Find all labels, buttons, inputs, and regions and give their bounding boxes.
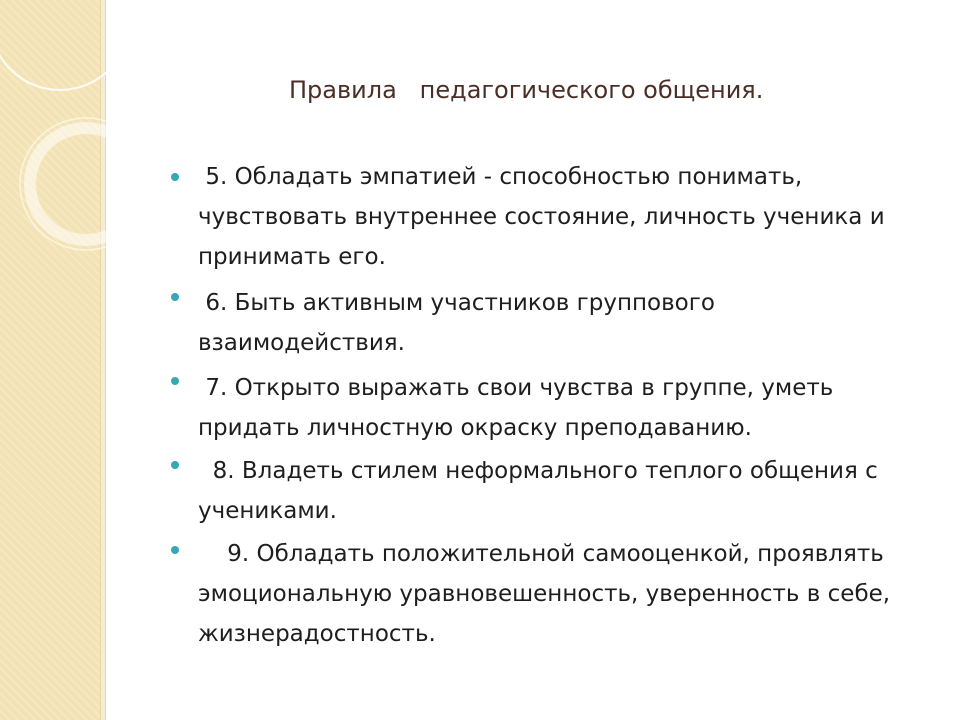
bullet-icon <box>171 377 179 385</box>
rule-text-8: 8. Владеть стилем неформального теплого общения с учениками. <box>198 458 886 524</box>
rule-text-9: 9. Обладать положительной самооценкой, проявлять эмоциональную уравновешенность, уверенность в себе, жизнерадостность. <box>198 541 898 647</box>
bullet-icon <box>171 173 179 181</box>
decorative-circles <box>0 0 130 260</box>
bullet-icon <box>171 293 179 301</box>
slide-title: Правила педагогического общения. <box>289 76 764 104</box>
rule-text-6: 6. Быть активным участников группового взаимодействия. <box>198 290 723 356</box>
rule-text-5: 5. Обладать эмпатией - способностью понимать, чувствовать внутреннее состояние, личность ученика и принимать его. <box>198 164 892 270</box>
bullet-icon <box>171 546 179 554</box>
rule-text-7: 7. Открыто выражать свои чувства в группе, уметь придать личностную окраску преподаванию. <box>198 375 841 441</box>
bullet-icon <box>171 461 179 469</box>
